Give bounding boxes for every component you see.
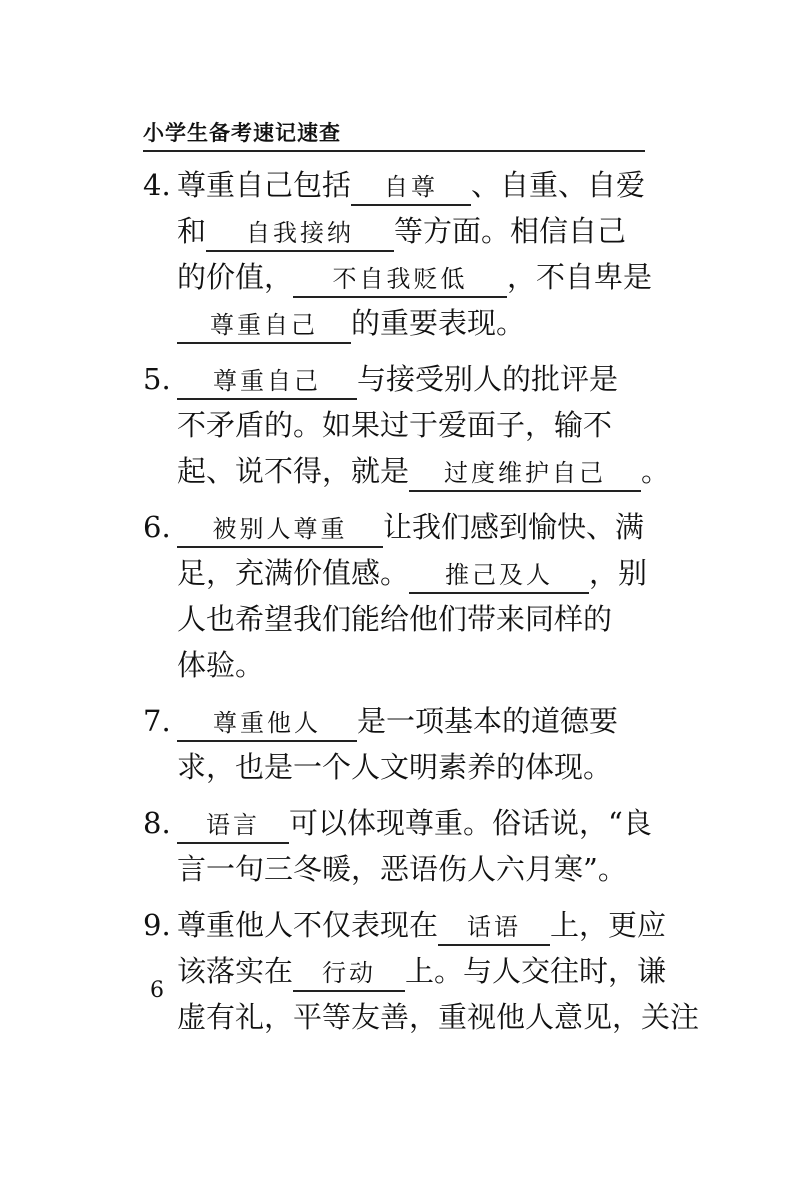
item-number: 9. <box>143 908 171 942</box>
text-line <box>177 162 653 208</box>
text: 、自重、自爱 <box>471 168 646 202</box>
text-line <box>177 356 653 402</box>
text: 与接受别人的批评是 <box>357 362 619 396</box>
answer-blank: 不自我贬低 <box>293 262 507 298</box>
text: 该落实在 <box>177 954 294 988</box>
book-title: 小学生备考速记速查 <box>143 121 341 145</box>
item-number: 4. <box>143 168 171 202</box>
answer-blank: 被别人尊重 <box>177 512 383 548</box>
answer-blank: 尊重自己 <box>177 308 351 344</box>
text-line <box>177 448 671 494</box>
text: ，别 <box>589 556 648 590</box>
text-line <box>177 504 653 550</box>
text: 尊重他人不仅表现在 <box>177 908 439 942</box>
text: 上。与人交往时，谦 <box>405 954 667 988</box>
answer-blank: 尊重自己 <box>177 364 357 400</box>
text-line: 体验。 <box>177 648 265 682</box>
item-4 <box>143 162 653 346</box>
text: ，不自卑是 <box>507 260 653 294</box>
text-line <box>177 800 653 846</box>
text: 上，更应 <box>550 908 667 942</box>
text: 是一项基本的道德要 <box>357 704 619 738</box>
item-6 <box>143 504 653 688</box>
page-number: 6 <box>150 978 164 1003</box>
text-line: 不矛盾的。如果过于爱面子，输不 <box>177 408 613 442</box>
text: 。 <box>641 454 671 488</box>
item-9 <box>143 902 700 1040</box>
text: 让我们感到愉快、满 <box>383 510 645 544</box>
answer-blank: 行动 <box>293 956 405 992</box>
text-line: 言一句三冬暖，恶语伤人六月寒”。 <box>177 852 627 886</box>
answer-blank: 尊重他人 <box>177 706 357 742</box>
item-8 <box>143 800 653 892</box>
answer-blank: 语言 <box>177 808 289 844</box>
item-5 <box>143 356 671 494</box>
text-line: 人也希望我们能给他们带来同样的 <box>177 602 613 636</box>
text-line <box>177 254 653 300</box>
text: 起、说不得，就是 <box>177 454 410 488</box>
text-line <box>177 902 667 948</box>
header-rule <box>143 150 645 152</box>
item-number: 8. <box>143 806 171 840</box>
content <box>143 162 700 1040</box>
text: 等方面。相信自己 <box>394 214 627 248</box>
item-number: 5. <box>143 362 171 396</box>
text: 的重要表现。 <box>351 306 526 340</box>
text-line <box>177 208 653 254</box>
answer-blank: 自尊 <box>351 170 471 206</box>
answer-blank: 过度维护自己 <box>409 456 641 492</box>
text-line: 求，也是一个人文明素养的体现。 <box>177 750 613 784</box>
text: 可以体现尊重。俗话说，“良 <box>289 806 652 840</box>
item-number: 7. <box>143 704 171 738</box>
text: 和 <box>177 214 207 248</box>
text-line <box>177 550 653 596</box>
item-7 <box>143 698 653 790</box>
text: 的价值， <box>177 260 294 294</box>
item-number: 6. <box>143 510 171 544</box>
answer-blank: 话语 <box>438 910 550 946</box>
text-line <box>177 948 667 994</box>
text-line: 虚有礼，平等友善，重视他人意见，关注 <box>177 1000 700 1034</box>
text: 尊重自己包括 <box>177 168 352 202</box>
text-line <box>177 300 653 346</box>
text: 足，充满价值感。 <box>177 556 410 590</box>
answer-blank: 推己及人 <box>409 558 589 594</box>
text-line <box>177 698 653 744</box>
answer-blank: 自我接纳 <box>206 216 394 252</box>
